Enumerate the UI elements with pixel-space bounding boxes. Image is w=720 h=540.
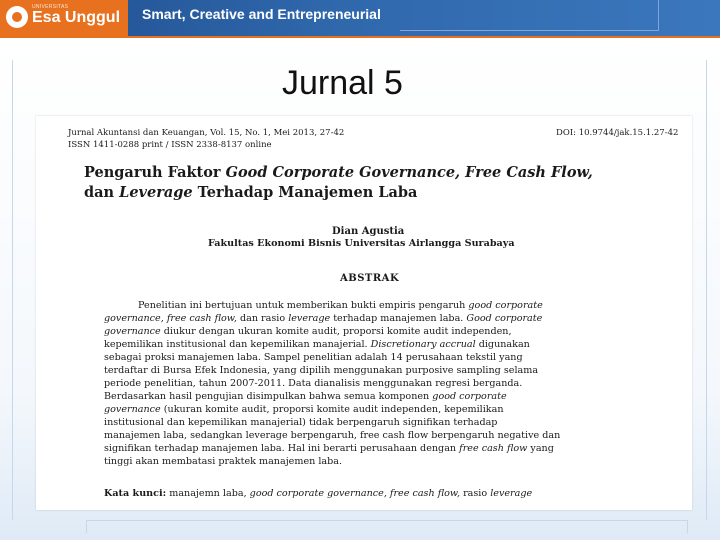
- paper-image: [36, 116, 692, 510]
- header-decoration: [400, 0, 659, 31]
- frame-right-decoration: [696, 60, 707, 520]
- slide-title: Jurnal 5: [282, 64, 403, 102]
- abstract-heading: ABSTRAK: [340, 273, 400, 284]
- abstract-line: periode penelitian, tahun 2007-2011. Data dianalisis menggunakan regresi berganda.: [104, 378, 523, 389]
- paper-title-line2: dan Leverage Terhadap Manajemen Laba: [84, 184, 418, 201]
- logo-subtext: UNIVERSITAS: [32, 4, 69, 10]
- journal-info: Jurnal Akuntansi dan Keuangan, Vol. 15, No. 1, Mei 2013, 27-42: [68, 128, 345, 138]
- abstract-line: kepemilikan institusional dan kepemilikan manajerial. Discretionary accrual digunakan: [104, 339, 530, 350]
- logo-name: Esa Unggul: [32, 9, 121, 26]
- tagline: Smart, Creative and Entrepreneurial: [142, 6, 381, 22]
- abstract-line: governance diukur dengan ukuran komite audit, proporsi komite audit independen,: [104, 326, 512, 337]
- header-banner: [0, 0, 720, 38]
- doi: DOI: 10.9744/jak.15.1.27-42: [556, 128, 679, 138]
- abstract-line: Penelitian ini bertujuan untuk memberikan bukti empiris pengaruh good corporate: [138, 300, 543, 311]
- author-name: Dian Agustia: [332, 226, 405, 237]
- logo-emblem-icon: [6, 6, 28, 28]
- abstract-line: signifikan terhadap manajemen laba. Hal ini berarti perusahaan dengan free cash flow yang: [104, 443, 554, 454]
- abstract-line: institusional dan kepemilikan manajerial) tidak berpengaruh signifikan terhadap: [104, 417, 498, 428]
- university-logo[interactable]: [0, 0, 128, 38]
- frame-bottom-decoration: [86, 520, 688, 533]
- abstract-line: manajemen laba, sedangkan leverage berpengaruh, free cash flow berpengaruh negative dan: [104, 430, 561, 441]
- abstract-line: tinggi akan membatasi praktek manajemen laba.: [104, 456, 343, 467]
- abstract-line: governance, free cash flow, dan rasio leverage terhadap manajemen laba. Good corporate: [104, 313, 543, 324]
- frame-left-decoration: [12, 60, 23, 520]
- abstract-line: governance (ukuran komite audit, proporsi komite audit independen, kepemilikan: [104, 404, 504, 415]
- issn: ISSN 1411-0288 print / ISSN 2338-8137 online: [68, 140, 272, 150]
- paper-title-line1: Pengaruh Faktor Good Corporate Governance, Free Cash Flow,: [84, 164, 593, 181]
- abstract-line: Berdasarkan hasil pengujian disimpulkan bahwa semua komponen good corporate: [104, 391, 507, 402]
- abstract-line: terdaftar di Bursa Efek Indonesia, yang dipilih menggunakan purposive sampling selama: [104, 365, 539, 376]
- author-affiliation: Fakultas Ekonomi Bisnis Universitas Airlangga Surabaya: [208, 238, 515, 249]
- abstract-line: sebagai proksi manajemen laba. Sampel penelitian adalah 14 perusahaan tekstil yang: [104, 352, 523, 363]
- keywords: Kata kunci: manajemn laba, good corporate governance, free cash flow, rasio leverage: [104, 488, 533, 499]
